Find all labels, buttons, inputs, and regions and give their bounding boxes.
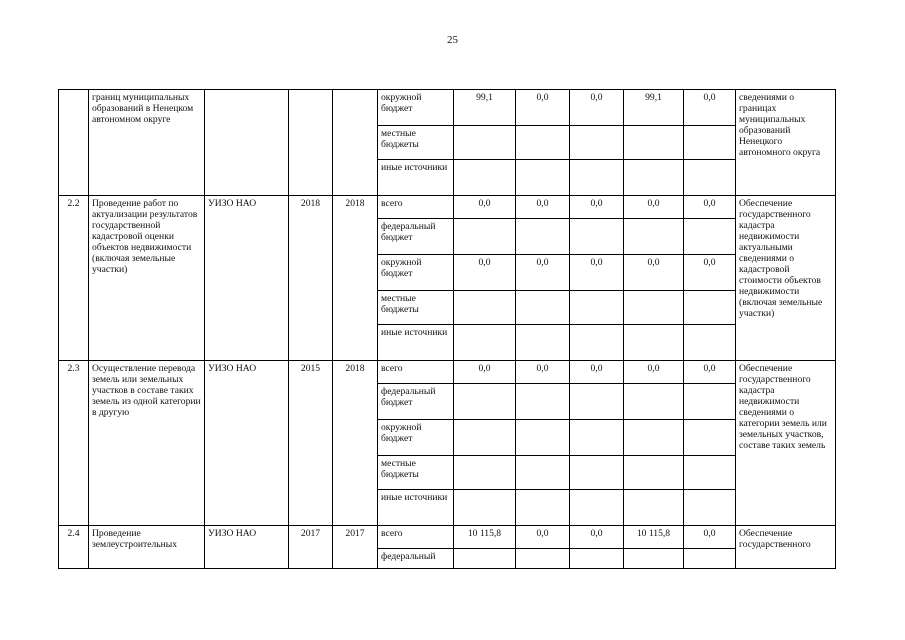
amount-y4 xyxy=(684,490,736,526)
item-start-year: 2015 xyxy=(289,361,333,526)
amount-y2 xyxy=(570,291,624,325)
program-table xyxy=(58,89,836,569)
amount-total xyxy=(454,291,516,325)
item-executor: УИЗО НАО xyxy=(205,526,289,569)
amount-y1 xyxy=(516,456,570,490)
amount-y1 xyxy=(516,219,570,255)
item-number xyxy=(59,90,89,196)
funding-source: местные бюджеты xyxy=(378,456,454,490)
table-body xyxy=(59,90,836,569)
item-name: Проведение землеустроительных xyxy=(89,526,205,569)
funding-source: местные бюджеты xyxy=(378,291,454,325)
funding-source: местные бюджеты xyxy=(378,126,454,160)
amount-y1 xyxy=(516,384,570,420)
amount-y4: 0,0 xyxy=(684,196,736,219)
amount-y3 xyxy=(624,420,684,456)
funding-source: федеральный бюджет xyxy=(378,219,454,255)
funding-source: всего xyxy=(378,196,454,219)
amount-y1 xyxy=(516,291,570,325)
amount-y3 xyxy=(624,325,684,361)
amount-y4 xyxy=(684,219,736,255)
item-executor xyxy=(205,90,289,196)
amount-y4 xyxy=(684,325,736,361)
funding-source: иные источники xyxy=(378,325,454,361)
expected-result: сведениями о границах муниципальных образований Ненецкого автономного округа xyxy=(736,90,836,196)
funding-source: окружной бюджет xyxy=(378,255,454,291)
item-end-year: 2018 xyxy=(333,196,378,361)
funding-source: иные источники xyxy=(378,490,454,526)
amount-y3 xyxy=(624,549,684,569)
amount-y2 xyxy=(570,490,624,526)
amount-y3 xyxy=(624,219,684,255)
amount-y2 xyxy=(570,456,624,490)
amount-y3 xyxy=(624,490,684,526)
amount-y2: 0,0 xyxy=(570,361,624,384)
amount-y4 xyxy=(684,384,736,420)
funding-source: всего xyxy=(378,361,454,384)
item-start-year: 2018 xyxy=(289,196,333,361)
amount-total: 0,0 xyxy=(454,255,516,291)
amount-y1: 0,0 xyxy=(516,526,570,549)
amount-y1: 0,0 xyxy=(516,361,570,384)
expected-result: Обеспечение государственного xyxy=(736,526,836,569)
expected-result: Обеспечение государственного кадастра недвижимости актуальными сведениями о кадастровой стоимости объектов недвижимости (включая земельные участки) xyxy=(736,196,836,361)
item-number: 2.4 xyxy=(59,526,89,569)
expected-result: Обеспечение государственного кадастра недвижимости сведениями о категории земель или земельных участков, составе таких земель xyxy=(736,361,836,526)
funding-source: всего xyxy=(378,526,454,549)
amount-total xyxy=(454,126,516,160)
amount-total xyxy=(454,456,516,490)
item-end-year xyxy=(333,90,378,196)
item-name: границ муниципальных образований в Ненецком автономном округе xyxy=(89,90,205,196)
amount-y4 xyxy=(684,549,736,569)
amount-y2 xyxy=(570,384,624,420)
amount-y1 xyxy=(516,490,570,526)
amount-y3: 10 115,8 xyxy=(624,526,684,549)
amount-y2: 0,0 xyxy=(570,90,624,126)
amount-y2 xyxy=(570,160,624,196)
item-start-year: 2017 xyxy=(289,526,333,569)
amount-y2 xyxy=(570,325,624,361)
amount-y3 xyxy=(624,160,684,196)
amount-y2: 0,0 xyxy=(570,255,624,291)
item-end-year: 2017 xyxy=(333,526,378,569)
amount-total: 0,0 xyxy=(454,361,516,384)
amount-total: 10 115,8 xyxy=(454,526,516,549)
amount-y1 xyxy=(516,160,570,196)
amount-y3 xyxy=(624,291,684,325)
amount-y4: 0,0 xyxy=(684,361,736,384)
amount-y1: 0,0 xyxy=(516,90,570,126)
amount-y4: 0,0 xyxy=(684,90,736,126)
amount-y4 xyxy=(684,456,736,490)
amount-y1 xyxy=(516,126,570,160)
amount-y2: 0,0 xyxy=(570,196,624,219)
amount-y1 xyxy=(516,420,570,456)
amount-y2 xyxy=(570,219,624,255)
amount-y1 xyxy=(516,549,570,569)
amount-total xyxy=(454,549,516,569)
funding-source: федеральный бюджет xyxy=(378,384,454,420)
amount-y3: 0,0 xyxy=(624,196,684,219)
amount-total xyxy=(454,325,516,361)
table-row xyxy=(59,526,836,549)
amount-y3 xyxy=(624,126,684,160)
amount-y2: 0,0 xyxy=(570,526,624,549)
item-number: 2.3 xyxy=(59,361,89,526)
table-row xyxy=(59,196,836,219)
amount-y3 xyxy=(624,456,684,490)
amount-total xyxy=(454,160,516,196)
amount-y4 xyxy=(684,160,736,196)
amount-y4: 0,0 xyxy=(684,526,736,549)
amount-total xyxy=(454,384,516,420)
page-number: 25 xyxy=(447,34,458,46)
item-start-year xyxy=(289,90,333,196)
funding-source: иные источники xyxy=(378,160,454,196)
amount-total xyxy=(454,219,516,255)
amount-y2 xyxy=(570,126,624,160)
amount-y3 xyxy=(624,384,684,420)
funding-source: окружной бюджет xyxy=(378,420,454,456)
funding-source: окружной бюджет xyxy=(378,90,454,126)
amount-y3: 0,0 xyxy=(624,361,684,384)
item-number: 2.2 xyxy=(59,196,89,361)
amount-total xyxy=(454,490,516,526)
amount-y3: 99,1 xyxy=(624,90,684,126)
amount-y4 xyxy=(684,291,736,325)
amount-y1: 0,0 xyxy=(516,196,570,219)
item-name: Осуществление перевода земель или земельных участков в составе таких земель из одной категории в другую xyxy=(89,361,205,526)
amount-y1: 0,0 xyxy=(516,255,570,291)
amount-total: 0,0 xyxy=(454,196,516,219)
amount-total: 99,1 xyxy=(454,90,516,126)
item-executor: УИЗО НАО xyxy=(205,196,289,361)
amount-y4: 0,0 xyxy=(684,255,736,291)
item-executor: УИЗО НАО xyxy=(205,361,289,526)
table-row xyxy=(59,90,836,126)
item-end-year: 2018 xyxy=(333,361,378,526)
item-name: Проведение работ по актуализации результатов государственной кадастровой оценки объектов недвижимости (включая земельные участки) xyxy=(89,196,205,361)
funding-source: федеральный xyxy=(378,549,454,569)
amount-y4 xyxy=(684,420,736,456)
amount-y2 xyxy=(570,549,624,569)
amount-y2 xyxy=(570,420,624,456)
amount-total xyxy=(454,420,516,456)
amount-y1 xyxy=(516,325,570,361)
table-row xyxy=(59,361,836,384)
amount-y4 xyxy=(684,126,736,160)
amount-y3: 0,0 xyxy=(624,255,684,291)
